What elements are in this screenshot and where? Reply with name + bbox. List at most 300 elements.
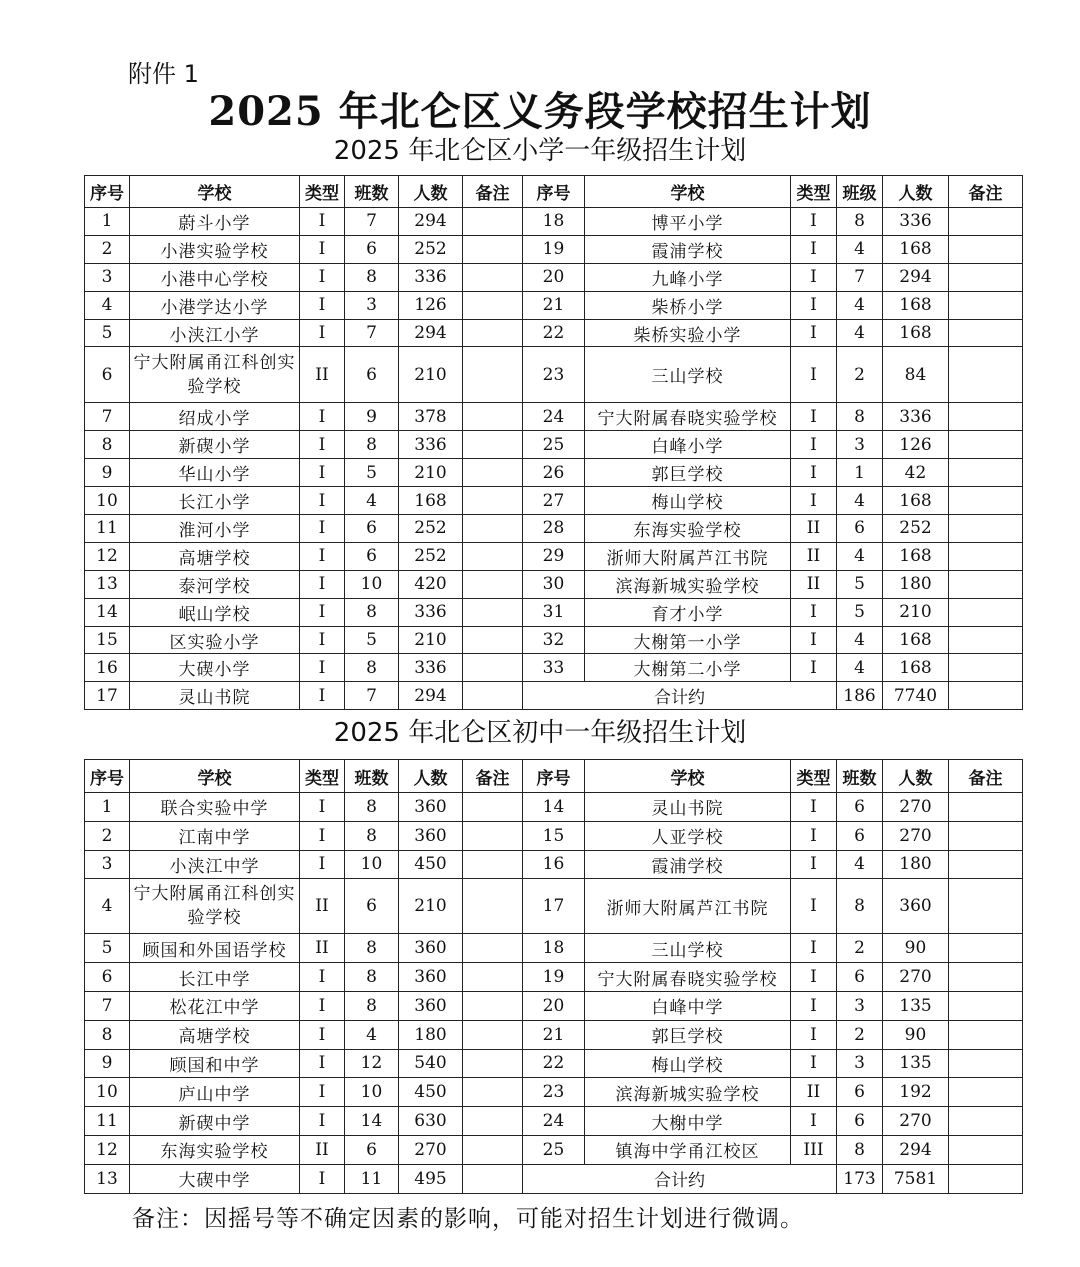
- cell-type: II: [791, 1078, 837, 1107]
- cell-note: [463, 1107, 523, 1136]
- cell-school: 长江中学: [130, 963, 300, 992]
- cell-type: I: [791, 879, 837, 934]
- table-row: [85, 263, 1023, 291]
- cell-no: 19: [523, 235, 585, 263]
- total-label: 合计约: [523, 682, 837, 710]
- cell-classes: 9: [345, 403, 399, 431]
- header-cell: 序号: [523, 176, 585, 208]
- table-row: [85, 542, 1023, 570]
- cell-no: 9: [85, 1049, 130, 1078]
- table-row: [85, 1078, 1023, 1107]
- total-classes: 173: [837, 1164, 883, 1193]
- cell-type: I: [300, 850, 345, 879]
- cell-type: II: [300, 1135, 345, 1164]
- cell-no: 9: [85, 459, 130, 487]
- cell-school: 白峰小学: [585, 431, 791, 459]
- cell-students: 360: [399, 821, 463, 850]
- cell-note: [463, 1078, 523, 1107]
- cell-school: 庐山中学: [130, 1078, 300, 1107]
- cell-type: I: [791, 1020, 837, 1049]
- cell-note: [949, 459, 1023, 487]
- cell-students: 168: [883, 319, 949, 347]
- cell-note: [949, 291, 1023, 319]
- cell-school: 宁大附属甬江科创实验学校: [130, 347, 300, 403]
- cell-school: 梅山学校: [585, 1049, 791, 1078]
- cell-type: I: [791, 598, 837, 626]
- cell-no: 11: [85, 1107, 130, 1136]
- cell-students: 540: [399, 1049, 463, 1078]
- cell-students: 360: [399, 934, 463, 963]
- cell-type: I: [791, 963, 837, 992]
- table-row: [85, 682, 1023, 710]
- cell-classes: 3: [837, 1049, 883, 1078]
- cell-no: 5: [85, 319, 130, 347]
- cell-no: 1: [85, 208, 130, 236]
- cell-school: 灵山书院: [585, 793, 791, 822]
- cell-note: [463, 542, 523, 570]
- table-row: [85, 821, 1023, 850]
- cell-type: II: [791, 570, 837, 598]
- cell-students: 210: [399, 347, 463, 403]
- cell-students: 294: [883, 263, 949, 291]
- cell-students: 294: [399, 682, 463, 710]
- cell-classes: 8: [345, 263, 399, 291]
- cell-no: 12: [85, 1135, 130, 1164]
- cell-classes: 7: [345, 319, 399, 347]
- cell-no: 15: [85, 626, 130, 654]
- cell-students: 630: [399, 1107, 463, 1136]
- cell-students: 294: [399, 208, 463, 236]
- header-cell: 备注: [463, 760, 523, 793]
- cell-no: 32: [523, 626, 585, 654]
- table-row: [85, 208, 1023, 236]
- cell-type: I: [300, 459, 345, 487]
- cell-no: 27: [523, 487, 585, 515]
- cell-classes: 7: [345, 682, 399, 710]
- cell-note: [463, 208, 523, 236]
- cell-school: 东海实验学校: [585, 515, 791, 543]
- header-cell: 人数: [399, 760, 463, 793]
- cell-type: III: [791, 1135, 837, 1164]
- cell-note: [949, 1049, 1023, 1078]
- page-title: 2025 年北仑区义务段学校招生计划: [208, 88, 872, 135]
- cell-classes: 6: [837, 793, 883, 822]
- cell-type: I: [300, 682, 345, 710]
- table-row: [85, 570, 1023, 598]
- cell-note: [463, 515, 523, 543]
- cell-students: 252: [399, 542, 463, 570]
- cell-note: [949, 431, 1023, 459]
- cell-classes: 8: [345, 821, 399, 850]
- cell-students: 360: [399, 793, 463, 822]
- cell-classes: 8: [345, 793, 399, 822]
- cell-no: 11: [85, 515, 130, 543]
- cell-school: 灵山书院: [130, 682, 300, 710]
- cell-school: 三山学校: [585, 934, 791, 963]
- cell-students: 360: [399, 991, 463, 1020]
- cell-school: 江南中学: [130, 821, 300, 850]
- header-cell: 人数: [883, 176, 949, 208]
- header-cell: 序号: [523, 760, 585, 793]
- cell-type: I: [300, 403, 345, 431]
- cell-students: 168: [883, 542, 949, 570]
- cell-note: [463, 821, 523, 850]
- cell-students: 252: [399, 235, 463, 263]
- header-cell: 人数: [883, 760, 949, 793]
- cell-students: 210: [883, 598, 949, 626]
- cell-note: [463, 598, 523, 626]
- cell-note: [949, 821, 1023, 850]
- cell-school: 区实验小学: [130, 626, 300, 654]
- header-cell: 学校: [130, 176, 300, 208]
- table-row: [85, 626, 1023, 654]
- cell-classes: 6: [837, 963, 883, 992]
- cell-classes: 5: [837, 598, 883, 626]
- cell-no: 4: [85, 291, 130, 319]
- cell-classes: 8: [837, 1135, 883, 1164]
- cell-students: 252: [399, 515, 463, 543]
- cell-school: 大榭第二小学: [585, 654, 791, 682]
- cell-students: 126: [883, 431, 949, 459]
- cell-students: 180: [883, 850, 949, 879]
- cell-school: 宁大附属春晓实验学校: [585, 403, 791, 431]
- cell-no: 4: [85, 879, 130, 934]
- cell-students: 360: [883, 879, 949, 934]
- cell-students: 270: [399, 1135, 463, 1164]
- cell-school: 郭巨学校: [585, 459, 791, 487]
- cell-school: 滨海新城实验学校: [585, 570, 791, 598]
- cell-students: 336: [399, 598, 463, 626]
- cell-students: 336: [399, 654, 463, 682]
- total-label: 合计约: [523, 1164, 837, 1193]
- cell-classes: 6: [345, 515, 399, 543]
- cell-students: 495: [399, 1164, 463, 1193]
- cell-classes: 8: [345, 598, 399, 626]
- cell-no: 18: [523, 934, 585, 963]
- cell-classes: 10: [345, 570, 399, 598]
- cell-classes: 6: [345, 347, 399, 403]
- cell-note: [949, 654, 1023, 682]
- cell-note: [949, 1020, 1023, 1049]
- header-cell: 备注: [463, 176, 523, 208]
- cell-classes: 2: [837, 1020, 883, 1049]
- cell-type: I: [791, 347, 837, 403]
- cell-note: [463, 1020, 523, 1049]
- table-row: [85, 963, 1023, 992]
- cell-type: I: [300, 208, 345, 236]
- cell-school: 博平小学: [585, 208, 791, 236]
- cell-students: 126: [399, 291, 463, 319]
- cell-classes: 4: [837, 654, 883, 682]
- cell-no: 23: [523, 1078, 585, 1107]
- cell-classes: 6: [837, 1107, 883, 1136]
- cell-classes: 6: [837, 1078, 883, 1107]
- middle-plan-table: [84, 759, 1023, 1194]
- cell-type: I: [300, 263, 345, 291]
- cell-type: I: [791, 1049, 837, 1078]
- cell-type: II: [300, 347, 345, 403]
- primary-plan-table: [84, 175, 1023, 710]
- cell-classes: 2: [837, 347, 883, 403]
- total-note: [949, 1164, 1023, 1193]
- table-row: [85, 1107, 1023, 1136]
- cell-no: 5: [85, 934, 130, 963]
- attachment-label: 附件 1: [128, 60, 199, 88]
- cell-no: 23: [523, 347, 585, 403]
- header-cell: 班数: [837, 760, 883, 793]
- cell-school: 小港实验学校: [130, 235, 300, 263]
- cell-school: 滨海新城实验学校: [585, 1078, 791, 1107]
- cell-classes: 5: [345, 459, 399, 487]
- cell-note: [463, 1164, 523, 1193]
- cell-type: I: [791, 626, 837, 654]
- cell-students: 180: [883, 570, 949, 598]
- table-row: [85, 431, 1023, 459]
- table-row: [85, 598, 1023, 626]
- cell-school: 柴桥实验小学: [585, 319, 791, 347]
- cell-no: 2: [85, 821, 130, 850]
- cell-type: I: [300, 626, 345, 654]
- header-cell: 班数: [345, 760, 399, 793]
- cell-classes: 4: [837, 542, 883, 570]
- cell-school: 浙师大附属芦江书院: [585, 542, 791, 570]
- cell-note: [463, 793, 523, 822]
- cell-students: 270: [883, 963, 949, 992]
- cell-students: 378: [399, 403, 463, 431]
- cell-type: I: [791, 431, 837, 459]
- cell-school: 大榭第一小学: [585, 626, 791, 654]
- total-students: 7740: [883, 682, 949, 710]
- header-cell: 学校: [585, 760, 791, 793]
- cell-classes: 10: [345, 1078, 399, 1107]
- cell-type: I: [791, 291, 837, 319]
- cell-note: [949, 934, 1023, 963]
- cell-students: 450: [399, 850, 463, 879]
- cell-type: I: [791, 850, 837, 879]
- cell-school: 高塘学校: [130, 1020, 300, 1049]
- cell-classes: 14: [345, 1107, 399, 1136]
- cell-no: 22: [523, 319, 585, 347]
- cell-students: 336: [399, 431, 463, 459]
- cell-school: 岷山学校: [130, 598, 300, 626]
- cell-no: 3: [85, 850, 130, 879]
- total-students: 7581: [883, 1164, 949, 1193]
- cell-classes: 6: [345, 542, 399, 570]
- table-row: [85, 1049, 1023, 1078]
- cell-school: 绍成小学: [130, 403, 300, 431]
- cell-school: 泰河学校: [130, 570, 300, 598]
- table-row: [85, 487, 1023, 515]
- cell-classes: 4: [837, 850, 883, 879]
- header-cell: 类型: [300, 176, 345, 208]
- cell-note: [463, 991, 523, 1020]
- cell-no: 20: [523, 991, 585, 1020]
- cell-type: I: [300, 821, 345, 850]
- cell-school: 小港中心学校: [130, 263, 300, 291]
- cell-type: I: [300, 1078, 345, 1107]
- cell-classes: 12: [345, 1049, 399, 1078]
- cell-school: 浙师大附属芦江书院: [585, 879, 791, 934]
- cell-type: II: [791, 542, 837, 570]
- cell-note: [949, 1135, 1023, 1164]
- header-cell: 类型: [791, 176, 837, 208]
- cell-classes: 4: [837, 235, 883, 263]
- cell-note: [949, 515, 1023, 543]
- cell-classes: 11: [345, 1164, 399, 1193]
- cell-note: [949, 850, 1023, 879]
- cell-students: 42: [883, 459, 949, 487]
- cell-type: I: [791, 319, 837, 347]
- cell-type: I: [300, 319, 345, 347]
- cell-no: 17: [85, 682, 130, 710]
- cell-note: [949, 963, 1023, 992]
- cell-note: [949, 1078, 1023, 1107]
- cell-no: 2: [85, 235, 130, 263]
- table-row: [85, 347, 1023, 403]
- cell-note: [463, 347, 523, 403]
- cell-no: 8: [85, 431, 130, 459]
- cell-type: I: [300, 1049, 345, 1078]
- cell-no: 15: [523, 821, 585, 850]
- cell-note: [463, 879, 523, 934]
- cell-students: 252: [883, 515, 949, 543]
- cell-note: [463, 850, 523, 879]
- cell-no: 3: [85, 263, 130, 291]
- cell-no: 19: [523, 963, 585, 992]
- cell-no: 24: [523, 403, 585, 431]
- cell-students: 270: [883, 1107, 949, 1136]
- cell-school: 华山小学: [130, 459, 300, 487]
- cell-school: 新碶小学: [130, 431, 300, 459]
- cell-students: 450: [399, 1078, 463, 1107]
- cell-type: I: [300, 598, 345, 626]
- cell-classes: 5: [345, 626, 399, 654]
- cell-type: I: [300, 431, 345, 459]
- cell-type: I: [791, 793, 837, 822]
- cell-note: [463, 403, 523, 431]
- cell-type: I: [791, 403, 837, 431]
- cell-note: [949, 347, 1023, 403]
- cell-classes: 7: [837, 263, 883, 291]
- cell-school: 蔚斗小学: [130, 208, 300, 236]
- cell-note: [463, 682, 523, 710]
- cell-no: 13: [85, 570, 130, 598]
- cell-type: I: [791, 487, 837, 515]
- cell-no: 16: [85, 654, 130, 682]
- cell-classes: 8: [345, 934, 399, 963]
- header-cell: 类型: [300, 760, 345, 793]
- cell-classes: 1: [837, 459, 883, 487]
- cell-students: 180: [399, 1020, 463, 1049]
- cell-note: [949, 542, 1023, 570]
- cell-note: [463, 1135, 523, 1164]
- cell-classes: 6: [837, 515, 883, 543]
- cell-note: [463, 291, 523, 319]
- cell-no: 26: [523, 459, 585, 487]
- header-cell: 学校: [130, 760, 300, 793]
- cell-students: 168: [883, 291, 949, 319]
- cell-classes: 3: [837, 991, 883, 1020]
- cell-school: 梅山学校: [585, 487, 791, 515]
- cell-note: [949, 598, 1023, 626]
- cell-type: II: [300, 879, 345, 934]
- cell-note: [463, 459, 523, 487]
- cell-no: 7: [85, 991, 130, 1020]
- cell-school: 大榭中学: [585, 1107, 791, 1136]
- cell-classes: 4: [837, 291, 883, 319]
- table-row: [85, 235, 1023, 263]
- cell-students: 336: [883, 403, 949, 431]
- table-header-row: [85, 176, 1023, 208]
- cell-students: 360: [399, 963, 463, 992]
- cell-school: 育才小学: [585, 598, 791, 626]
- header-cell: 学校: [585, 176, 791, 208]
- cell-type: I: [300, 793, 345, 822]
- cell-no: 17: [523, 879, 585, 934]
- cell-type: I: [300, 654, 345, 682]
- cell-classes: 4: [837, 319, 883, 347]
- header-cell: 序号: [85, 760, 130, 793]
- header-cell: 备注: [949, 176, 1023, 208]
- cell-students: 420: [399, 570, 463, 598]
- cell-note: [463, 487, 523, 515]
- cell-no: 14: [85, 598, 130, 626]
- cell-classes: 3: [837, 431, 883, 459]
- cell-note: [463, 1049, 523, 1078]
- cell-classes: 6: [837, 821, 883, 850]
- cell-students: 168: [883, 654, 949, 682]
- cell-no: 7: [85, 403, 130, 431]
- cell-school: 小港学达小学: [130, 291, 300, 319]
- cell-no: 6: [85, 963, 130, 992]
- table-row: [85, 459, 1023, 487]
- cell-type: I: [791, 1107, 837, 1136]
- cell-school: 宁大附属春晓实验学校: [585, 963, 791, 992]
- header-cell: 备注: [949, 760, 1023, 793]
- header-cell: 班级: [837, 176, 883, 208]
- cell-no: 24: [523, 1107, 585, 1136]
- cell-classes: 6: [345, 1135, 399, 1164]
- cell-note: [949, 319, 1023, 347]
- cell-note: [949, 403, 1023, 431]
- cell-no: 20: [523, 263, 585, 291]
- cell-school: 淮河小学: [130, 515, 300, 543]
- cell-no: 25: [523, 1135, 585, 1164]
- cell-type: I: [300, 1164, 345, 1193]
- cell-students: 168: [883, 487, 949, 515]
- cell-note: [949, 235, 1023, 263]
- cell-classes: 8: [837, 403, 883, 431]
- cell-type: I: [300, 1107, 345, 1136]
- cell-note: [949, 626, 1023, 654]
- cell-type: I: [300, 570, 345, 598]
- cell-students: 336: [883, 208, 949, 236]
- cell-note: [949, 879, 1023, 934]
- cell-note: [949, 793, 1023, 822]
- table-row: [85, 515, 1023, 543]
- cell-students: 210: [399, 879, 463, 934]
- table-row: [85, 879, 1023, 934]
- cell-no: 10: [85, 1078, 130, 1107]
- cell-type: I: [791, 991, 837, 1020]
- cell-students: 90: [883, 1020, 949, 1049]
- middle-table-title: 2025 年北仑区初中一年级招生计划: [333, 718, 747, 748]
- cell-type: I: [300, 515, 345, 543]
- cell-no: 28: [523, 515, 585, 543]
- cell-school: 新碶中学: [130, 1107, 300, 1136]
- cell-no: 21: [523, 1020, 585, 1049]
- cell-classes: 8: [837, 879, 883, 934]
